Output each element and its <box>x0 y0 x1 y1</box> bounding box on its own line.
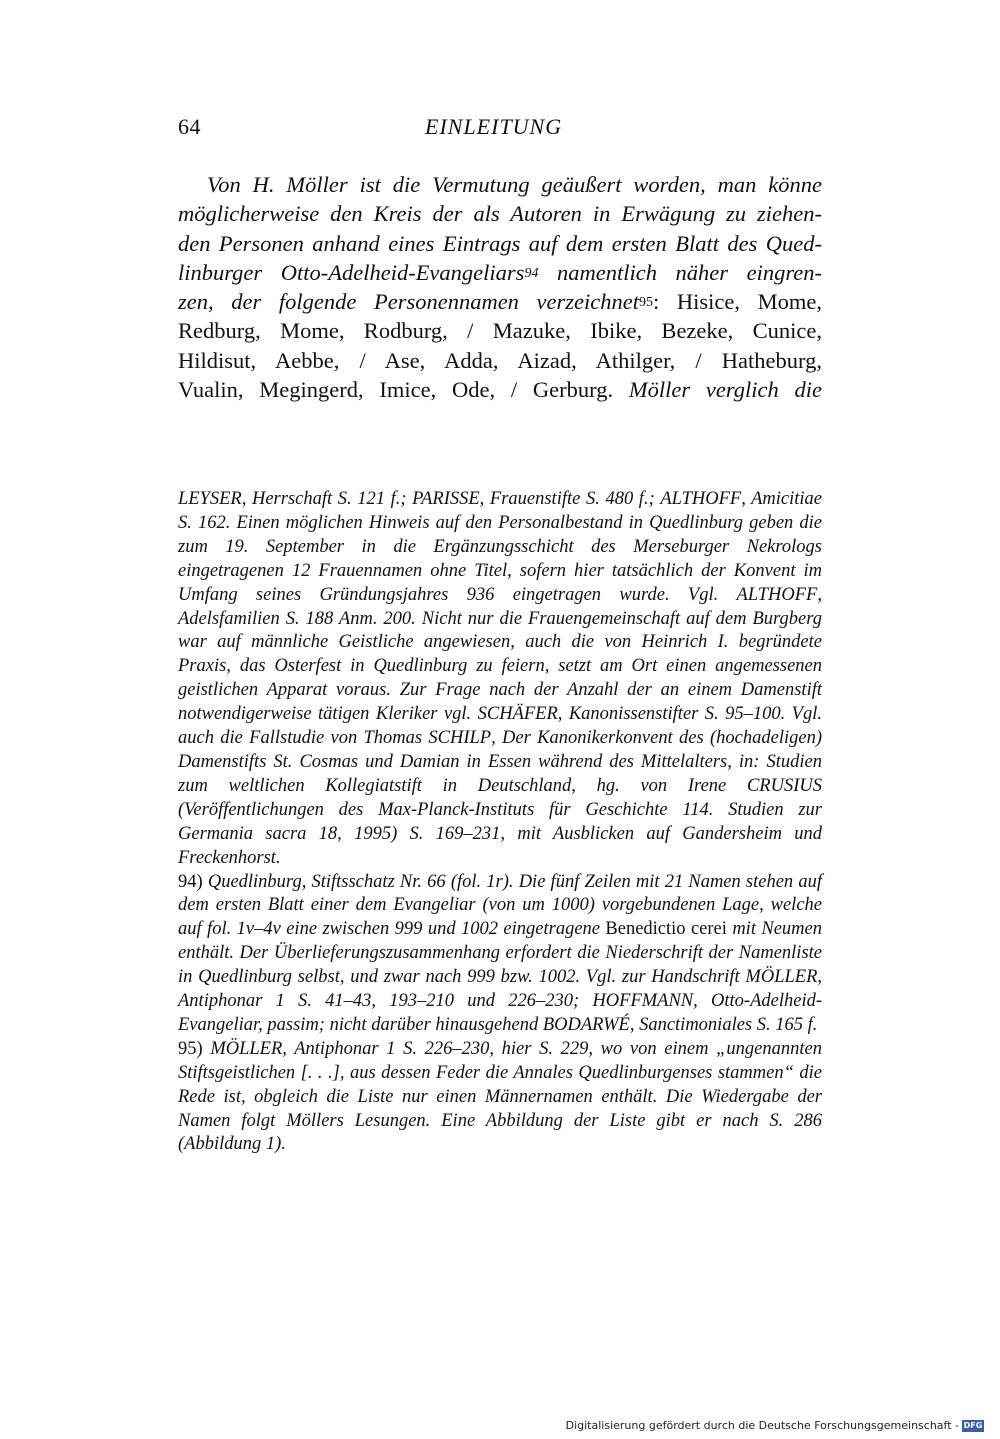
author-name: SCHILP <box>428 728 492 749</box>
footnote-text: , Adelsfamilien S. 188 Anm. 200. Nicht nur die Frauengemeinschaft auf dem Burgberg war auf männliche Geistliche angewiesen, auch die von Heinrich I. begründete Praxis, das Osterfest in Quedlinburg zu feiern, setzt am Ort einen angemessenen geistlichen Apparat voraus. Zur Frage nach der Anzahl der an einem Damenstift notwendigerweise tätigen Kleriker vgl. <box>178 584 822 725</box>
body-text-segment: linburger Otto-Adelheid-Evangeliars <box>178 259 525 285</box>
footnotes <box>178 488 822 1157</box>
footnote-ref-95: 95 <box>639 295 654 311</box>
author-name: CRUSIUS <box>746 775 822 796</box>
footnote-text-roman: Benedictio cerei <box>605 919 727 940</box>
footnote-number: 94) <box>178 871 208 892</box>
dfg-logo-icon: DFG <box>963 1420 983 1430</box>
footnote-text: , Frauenstifte S. 480 f.; <box>479 489 661 509</box>
body-line: Redburg, Mome, Rodburg, / Mazuke, Ibike, Bezeke, Cunice, <box>178 318 822 344</box>
page-number: 64 <box>178 114 201 139</box>
body-text-segment: namentlich näher eingren- <box>557 259 823 285</box>
footnote-95 <box>178 1038 822 1158</box>
footnote-text: , Otto-Adelheid-Evangeliar, passim; nicht darüber hinausgehend <box>178 991 822 1035</box>
author-name: ALTHOFF <box>736 584 818 605</box>
footnote-text: , Sanctimoniales S. 165 f. <box>629 1014 818 1035</box>
body-line: möglicherweise den Kreis der als Autoren in Erwägung zu ziehen- <box>178 201 822 227</box>
running-head: EINLEITUNG <box>425 114 563 139</box>
author-name: MÖLLER <box>210 1038 283 1059</box>
body-text-segment: : Hisice, Mome, <box>653 289 822 315</box>
body-text-segment: Vualin, Megingerd, Imice, Ode, / Gerburg. <box>178 377 614 403</box>
footnote-text: , Der Kanonikerkonvent des (hochadeligen) Damenstifts St. Cosmas und Damian in Essen während des Mittelalters, in: Studien zum weltlichen Kollegiatstift in Deutschland, hg. von Irene <box>178 728 822 796</box>
digitization-credit <box>566 1419 984 1432</box>
footnote-text: , Kanonissenstifter S. 95–100. Vgl. auch die Fallstudie von Thomas <box>178 704 822 749</box>
footnote-number: 95) <box>178 1038 211 1059</box>
author-name: PARISSE <box>412 489 480 509</box>
author-name: HOFFMANN <box>592 991 694 1012</box>
body-line: Von H. Möller ist die Vermutung geäußert worden, man könne <box>207 172 822 197</box>
footnote-text: , Antiphonar 1 S. 41–43, 193–210 und 226–230; <box>178 967 822 1012</box>
body-text-segment: zen, der folgende Personennamen verzeichnet <box>178 289 640 315</box>
footnote-93-continued <box>178 488 822 871</box>
author-name: SCHÄFER <box>477 704 558 725</box>
author-name: MÖLLER <box>745 967 818 988</box>
body-text-segment: Möller verglich die <box>628 377 822 403</box>
author-name: ALTHOFF <box>660 489 742 509</box>
body-paragraph <box>178 170 822 404</box>
footnote-text: , Herrschaft S. 121 f.; <box>241 489 413 509</box>
body-line <box>178 287 822 316</box>
body-line: den Personen anhand eines Eintrags auf dem ersten Blatt des Qued- <box>178 230 822 256</box>
footnote-text: (Veröffentlichungen des Max-Planck-Instituts für Geschichte 114. Studien zur Germania sacra 18, 1995) S. 169–231, mit Ausblicken auf Gandersheim und Freckenhorst. <box>178 799 822 868</box>
credit-text: Digitalisierung gefördert durch die Deutsche Forschungsgemeinschaft - <box>565 1419 959 1432</box>
body-line: Hildisut, Aebbe, / Ase, Adda, Aizad, Athilger, / Hatheburg, <box>178 347 822 373</box>
footnote-text: Quedlinburg, Stiftsschatz Nr. 66 (fol. 1r). Die fünf Zeilen mit 21 Namen stehen auf dem ersten Blatt einer dem Evangeliar (von um 1000) vorgebundenen Lage, welche auf fol. 1v–4v eine zwischen 999 und 1002 eingetragene <box>178 871 822 940</box>
body-line <box>178 375 822 404</box>
footnote-ref-94: 94 <box>524 265 539 281</box>
author-name: LEYSER <box>178 489 242 509</box>
footnote-text: , Amicitiae S. 162. Einen möglichen Hinweis auf den Personalbestand in Quedlinburg geben die zum 19. September in die Ergänzungsschicht des Merseburger Nekrologs eingetragenen 12 Frauennamen ohne Titel, sofern hier tatsächlich der Konvent im Umfang seines Gründungsjahres 936 eingetragen wurde. Vgl. <box>178 489 823 605</box>
author-name: BODARWÉ <box>542 1014 630 1035</box>
footnote-text: , Antiphonar 1 S. 226–230, hier S. 229, wo von einem „ungenannten Stiftsgeistlichen [. . .], aus dessen Feder die Annales Quedlinburgenses stammen“ die Rede ist, obgleich die Liste nur einen Männernamen enthält. Die Wiedergabe der Namen folgt Möllers Lesungen. Eine Abbildung der Liste gibt er nach S. 286 (Abbildung 1). <box>178 1038 822 1155</box>
footnote-text: mit Neumen enthält. Der Überlieferungszusammenhang erfordert die Niederschrift der Namenliste in Quedlinburg selbst, und zwar nach 999 bzw. 1002. Vgl. zur Handschrift <box>178 919 823 988</box>
footnote-94 <box>178 871 822 1038</box>
body-line <box>178 258 822 287</box>
